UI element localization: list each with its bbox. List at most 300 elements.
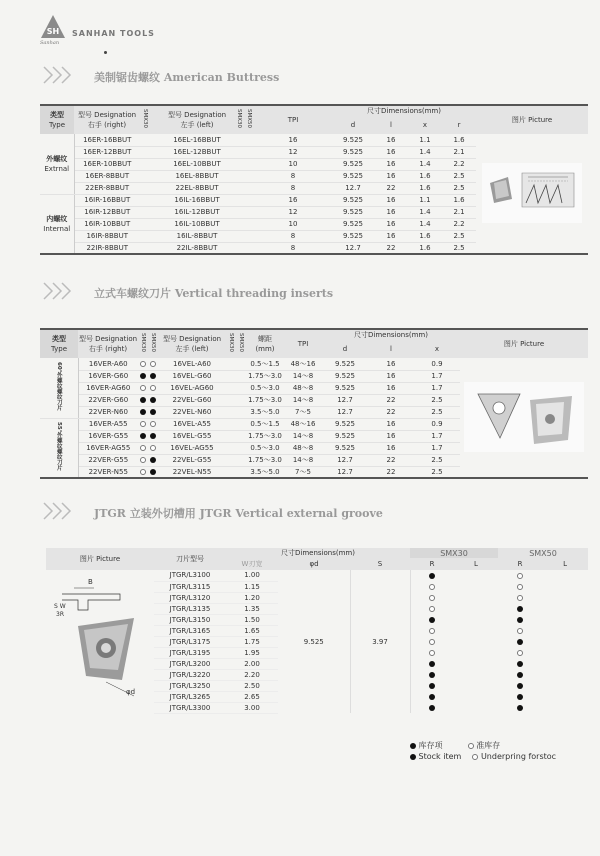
stock-cell-smx30-r	[410, 669, 454, 680]
stock-cell-smx30-r	[410, 603, 454, 614]
tpi: 12	[254, 206, 332, 218]
stock-cell-smx50-l	[542, 669, 588, 680]
model-left: 16EL-10BBUT	[160, 158, 234, 170]
dim-l: 16	[374, 146, 408, 158]
stock-cell-smx50-l	[542, 581, 588, 592]
pitch: 1.75～3.0	[246, 370, 284, 382]
dim-x: 1.6	[408, 182, 442, 194]
stock-dot-icon	[517, 661, 523, 667]
underpring-dot-icon	[517, 595, 523, 601]
dim-d: 9.525	[332, 158, 374, 170]
tpi: 7～5	[284, 466, 322, 478]
model-left: 16IL-8BBUT	[160, 230, 234, 242]
model-right: 16ER-10BBUT	[74, 158, 140, 170]
stock-cell	[148, 454, 158, 466]
table-row	[40, 134, 588, 146]
model-left: 16EL-8BBUT	[160, 170, 234, 182]
underpring-dot-icon	[429, 606, 435, 612]
stock-cell-smx30-l	[454, 636, 498, 647]
model-left: 22VEL-G60	[158, 394, 226, 406]
header-left: 型号 Designation 左手 (left)	[158, 329, 226, 358]
header-smx50: SMX50	[498, 548, 588, 558]
dim-x: 0.9	[414, 358, 460, 370]
table-row	[40, 358, 588, 370]
stock-cell-smx50-l	[542, 614, 588, 625]
model-right: 16IR-16BBUT	[74, 194, 140, 206]
stock-cell-smx30-l	[454, 680, 498, 691]
stock-cell-smx30-l	[454, 691, 498, 702]
stock-cell-smx30-l	[454, 570, 498, 581]
pitch: 3.5～5.0	[246, 466, 284, 478]
underpring-dot-icon	[517, 584, 523, 590]
tpi: 8	[254, 182, 332, 194]
dim-d: 9.525	[332, 218, 374, 230]
underpring-dot-icon	[517, 628, 523, 634]
stock-cell-smx30-l	[454, 702, 498, 713]
dim-l: 22	[368, 394, 414, 406]
stock-cell	[148, 418, 158, 430]
stock-cell-smx30-l	[454, 581, 498, 592]
stock-cell-smx50-l	[542, 570, 588, 581]
underpring-dot-icon	[429, 650, 435, 656]
blade-model: JTGR/L3120	[154, 592, 226, 603]
stock-cell-smx50-r	[498, 669, 542, 680]
stock-cell-smx50-l	[542, 592, 588, 603]
pitch: 0.5～1.5	[246, 418, 284, 430]
dim-r: 2.5	[442, 182, 476, 194]
model-right: 16IR-12BBUT	[74, 206, 140, 218]
dim-x: 2.5	[414, 466, 460, 478]
underpring-dot-icon	[429, 595, 435, 601]
stock-dot-icon	[410, 743, 416, 749]
tpi: 16	[254, 134, 332, 146]
header-grade-left-2: SMX50	[236, 329, 246, 358]
stock-cell-smx30-r	[410, 581, 454, 592]
header-right: 型号 Designation 右手 (right)	[74, 105, 140, 134]
underpring-dot-icon	[429, 584, 435, 590]
stock-cell-smx50-r	[498, 592, 542, 603]
underpring-dot-icon	[150, 385, 156, 391]
dim-l: 16	[374, 194, 408, 206]
stock-dot-icon	[150, 409, 156, 415]
stock-cell-smx30-l	[454, 603, 498, 614]
stock-cell-smx30-r	[410, 636, 454, 647]
stock-cell-smx50-r	[498, 625, 542, 636]
pitch: 0.5～1.5	[246, 358, 284, 370]
stock-cell	[138, 394, 148, 406]
dim-x: 1.7	[414, 442, 460, 454]
legend-stock-en: Stock item	[418, 752, 462, 761]
width-w: 1.20	[226, 592, 278, 603]
stock-cell	[138, 406, 148, 418]
stock-cell	[138, 358, 148, 370]
blade-model: JTGR/L3195	[154, 647, 226, 658]
blade-model: JTGR/L3220	[154, 669, 226, 680]
header-dims: 尺寸Dimensions(mm)	[332, 105, 476, 116]
dim-l: 16	[374, 134, 408, 146]
model-right: 22IR-8BBUT	[74, 242, 140, 254]
model-left: 16VEL-G60	[158, 370, 226, 382]
dim-d: 9.525	[332, 206, 374, 218]
dim-x: 0.9	[414, 418, 460, 430]
header-type: 类型 Type	[40, 105, 74, 134]
model-left: 16EL-16BBUT	[160, 134, 234, 146]
stock-dot-icon	[429, 672, 435, 678]
tpi: 14～8	[284, 394, 322, 406]
underpring-dot-icon	[140, 469, 146, 475]
model-left: 22VEL-G55	[158, 454, 226, 466]
model-right: 16VER-G55	[78, 430, 138, 442]
underpring-dot-icon	[150, 421, 156, 427]
model-left: 16VEL-AG60	[158, 382, 226, 394]
stock-dot-icon	[150, 373, 156, 379]
model-left: 16VEL-A55	[158, 418, 226, 430]
dim-s: S	[350, 558, 410, 570]
table-row	[46, 570, 588, 581]
header-grade-right-2: SMX50	[148, 329, 158, 358]
stock-dot-icon	[150, 397, 156, 403]
tpi: 8	[254, 230, 332, 242]
width-w: 2.65	[226, 691, 278, 702]
dim-s-value: 3.97	[350, 570, 410, 713]
dim-d: 12.7	[322, 454, 368, 466]
dim-x: 1.6	[408, 242, 442, 254]
model-right: 16IR-10BBUT	[74, 218, 140, 230]
header-picture: 图片 Picture	[46, 548, 154, 570]
tpi: 48～8	[284, 382, 322, 394]
legend-stock-cn: 库存项	[418, 741, 443, 750]
model-left: 16IL-12BBUT	[160, 206, 234, 218]
underpring-dot-icon	[140, 421, 146, 427]
dim-x: 1.4	[408, 158, 442, 170]
legend-row-en	[410, 752, 556, 761]
header-type: 类型 Type	[40, 329, 78, 358]
stock-dot-icon	[517, 705, 523, 711]
blade-model: JTGR/L3100	[154, 570, 226, 581]
legend-row-cn	[410, 740, 500, 751]
dim-l: 22	[368, 406, 414, 418]
hand-r-50: R	[498, 558, 542, 570]
tpi: 10	[254, 158, 332, 170]
stock-cell-smx30-r	[410, 592, 454, 603]
model-left: 22IL-8BBUT	[160, 242, 234, 254]
model-left: 16IL-10BBUT	[160, 218, 234, 230]
pitch: 0.5～3.0	[246, 382, 284, 394]
underpring-dot-icon	[140, 361, 146, 367]
dim-d: 9.525	[332, 194, 374, 206]
dim-d: 9.525	[322, 358, 368, 370]
dim-l: 16	[368, 358, 414, 370]
underpring-dot-icon	[472, 754, 478, 760]
stock-cell-smx30-r	[410, 680, 454, 691]
stock-cell-smx30-r	[410, 702, 454, 713]
blade-model: JTGR/L3135	[154, 603, 226, 614]
logo-icon	[40, 14, 66, 40]
model-left: 16VEL-AG55	[158, 442, 226, 454]
stock-cell-smx50-r	[498, 691, 542, 702]
tpi: 16	[254, 194, 332, 206]
stock-dot-icon	[410, 754, 416, 760]
stock-dot-icon	[150, 469, 156, 475]
stock-cell-smx30-l	[454, 625, 498, 636]
model-right: 16ER-12BBUT	[74, 146, 140, 158]
dim-l: 16	[368, 382, 414, 394]
stock-dot-icon	[517, 694, 523, 700]
dim-l: 22	[374, 182, 408, 194]
stock-cell	[148, 466, 158, 478]
stock-cell-smx30-l	[454, 647, 498, 658]
dim-r: 2.2	[442, 218, 476, 230]
stock-cell	[148, 358, 158, 370]
underpring-dot-icon	[517, 650, 523, 656]
decorative-dot	[104, 51, 107, 54]
dim-d: 12.7	[332, 182, 374, 194]
pitch: 1.75～3.0	[246, 430, 284, 442]
dim-d: 12.7	[322, 394, 368, 406]
width-w: 1.15	[226, 581, 278, 592]
chevron-right-icon	[40, 64, 74, 90]
stock-dot-icon	[140, 433, 146, 439]
model-right: 22VER-N55	[78, 466, 138, 478]
section3-heading	[40, 500, 74, 526]
pitch: 3.5～5.0	[246, 406, 284, 418]
dim-l: l	[374, 116, 408, 134]
stock-cell-smx30-r	[410, 691, 454, 702]
stock-cell-smx30-l	[454, 669, 498, 680]
model-right: 22VER-N60	[78, 406, 138, 418]
header-dims: 尺寸Dimensions(mm)	[322, 329, 460, 340]
dim-d: 12.7	[322, 466, 368, 478]
dim-l: 22	[368, 454, 414, 466]
header-grade-left-1: SMX30	[226, 329, 236, 358]
header-grade-left-1: SMX30	[234, 105, 244, 134]
stock-cell	[148, 370, 158, 382]
header-grade-right-1: SMX30	[138, 329, 148, 358]
dim-l: 16	[374, 206, 408, 218]
model-left: 22EL-8BBUT	[160, 182, 234, 194]
stock-dot-icon	[429, 617, 435, 623]
header-blade: 刀片型号	[154, 548, 226, 570]
dim-x: x	[408, 116, 442, 134]
dim-d-value: 9.525	[278, 570, 350, 713]
dim-d: 9.525	[322, 370, 368, 382]
stock-dot-icon	[517, 606, 523, 612]
blade-model: JTGR/L3250	[154, 680, 226, 691]
header-grade-left-2: SMX50	[244, 105, 254, 134]
stock-cell	[148, 406, 158, 418]
stock-dot-icon	[429, 694, 435, 700]
dim-l: 16	[368, 418, 414, 430]
stock-dot-icon	[429, 683, 435, 689]
width-w: 1.00	[226, 570, 278, 581]
stock-cell	[138, 382, 148, 394]
stock-cell-smx50-l	[542, 680, 588, 691]
blade-model: JTGR/L3165	[154, 625, 226, 636]
stock-dot-icon	[150, 433, 156, 439]
model-right: 16VER-G60	[78, 370, 138, 382]
blade-model: JTGR/L3175	[154, 636, 226, 647]
dim-d: 9.525	[322, 430, 368, 442]
dim-r: 2.1	[442, 206, 476, 218]
stock-cell-smx50-l	[542, 636, 588, 647]
svg-text:S W: S W	[54, 603, 66, 610]
stock-cell-smx50-l	[542, 625, 588, 636]
dim-x: x	[414, 340, 460, 358]
dim-l: 16	[374, 230, 408, 242]
vertical-threading-table	[40, 328, 588, 479]
stock-cell-smx30-l	[454, 658, 498, 669]
blade-model: JTGR/L3300	[154, 702, 226, 713]
blade-model: JTGR/L3115	[154, 581, 226, 592]
groove-picture	[46, 570, 154, 713]
model-left: 16EL-12BBUT	[160, 146, 234, 158]
jtgr-groove-table	[46, 548, 588, 714]
section1-title: 美制锯齿螺纹 American Buttress	[94, 71, 280, 84]
dim-d: 9.525	[322, 382, 368, 394]
header-right: 型号 Designation 右手 (right)	[78, 329, 138, 358]
tpi: 7～5	[284, 406, 322, 418]
dim-x: 2.5	[414, 406, 460, 418]
tpi: 10	[254, 218, 332, 230]
stock-dot-icon	[517, 672, 523, 678]
svg-text:SH: SH	[46, 27, 60, 36]
dim-r: r	[442, 116, 476, 134]
vertical-insert-picture	[460, 358, 588, 478]
section1-heading	[40, 64, 74, 90]
blade-model: JTGR/L3200	[154, 658, 226, 669]
stock-dot-icon	[517, 683, 523, 689]
dim-l: 16	[374, 170, 408, 182]
model-right: 16VER-A55	[78, 418, 138, 430]
stock-cell	[148, 442, 158, 454]
stock-dot-icon	[140, 397, 146, 403]
header-grade-right: SMX30	[140, 105, 150, 134]
dim-r: 2.2	[442, 158, 476, 170]
stock-cell-smx30-r	[410, 625, 454, 636]
model-right: 22VER-G55	[78, 454, 138, 466]
model-right: 22VER-G60	[78, 394, 138, 406]
header-pitch: 螺距 (mm)	[246, 329, 284, 358]
pitch: 1.75～3.0	[246, 454, 284, 466]
stock-cell	[138, 454, 148, 466]
model-right: 16ER-8BBUT	[74, 170, 140, 182]
dim-d: 9.525	[332, 134, 374, 146]
dim-l: 16	[368, 370, 414, 382]
header-picture: 图片 Picture	[476, 105, 588, 134]
dim-l: 16	[374, 218, 408, 230]
stock-dot-icon	[517, 617, 523, 623]
tpi: 8	[254, 242, 332, 254]
hand-l-30: L	[454, 558, 498, 570]
stock-cell-smx50-l	[542, 658, 588, 669]
header-smx30: SMX30	[410, 548, 498, 558]
stock-cell-smx30-r	[410, 614, 454, 625]
model-left: 22VEL-N55	[158, 466, 226, 478]
dim-l: 16	[374, 158, 408, 170]
stock-cell	[138, 442, 148, 454]
dim-l: l	[368, 340, 414, 358]
stock-cell-smx30-l	[454, 592, 498, 603]
stock-cell-smx30-l	[454, 614, 498, 625]
dim-d: 12.7	[332, 242, 374, 254]
dim-x: 1.1	[408, 194, 442, 206]
tpi: 48～16	[284, 418, 322, 430]
stock-cell-smx50-r	[498, 636, 542, 647]
stock-dot-icon	[429, 661, 435, 667]
stock-dot-icon	[429, 705, 435, 711]
tpi: 48～8	[284, 442, 322, 454]
tpi: 48～16	[284, 358, 322, 370]
underpring-dot-icon	[140, 445, 146, 451]
section2-title: 立式车螺纹刀片 Vertical threading inserts	[94, 287, 334, 300]
model-left: 16VEL-G55	[158, 430, 226, 442]
stock-cell-smx30-r	[410, 658, 454, 669]
header-left: 型号 Designation 左手 (left)	[160, 105, 234, 134]
underpring-dot-icon	[429, 628, 435, 634]
dim-x: 1.4	[408, 218, 442, 230]
dim-r: 1.6	[442, 134, 476, 146]
stock-cell-smx50-r	[498, 647, 542, 658]
tpi: 14～8	[284, 430, 322, 442]
stock-cell	[148, 430, 158, 442]
stock-cell-smx50-l	[542, 647, 588, 658]
model-right: 16ER-16BBUT	[74, 134, 140, 146]
model-right: 16VER-AG60	[78, 382, 138, 394]
underpring-dot-icon	[140, 385, 146, 391]
header-picture: 图片 Picture	[460, 329, 588, 358]
legend-under-cn: 准库存	[476, 741, 501, 750]
stock-cell	[138, 466, 148, 478]
stock-cell-smx50-r	[498, 570, 542, 581]
stock-cell	[148, 394, 158, 406]
stock-dot-icon	[140, 409, 146, 415]
dim-x: 2.5	[414, 394, 460, 406]
width-w: 1.65	[226, 625, 278, 636]
stock-cell-smx50-r	[498, 680, 542, 691]
dim-d: d	[322, 340, 368, 358]
width-w: 1.35	[226, 603, 278, 614]
dim-d: 9.525	[332, 146, 374, 158]
dim-x: 1.7	[414, 430, 460, 442]
stock-dot-icon	[429, 573, 435, 579]
section2-heading	[40, 280, 74, 306]
underpring-dot-icon	[150, 361, 156, 367]
underpring-dot-icon	[150, 445, 156, 451]
stock-dot-icon	[140, 373, 146, 379]
tpi: 12	[254, 146, 332, 158]
dim-d: 9.525	[332, 170, 374, 182]
legend-under-en: Underpring forstoc	[480, 752, 557, 761]
group-label: 内螺纹 Internal	[40, 194, 74, 254]
model-left: 16IL-16BBUT	[160, 194, 234, 206]
model-right: 16IR-8BBUT	[74, 230, 140, 242]
dim-x: 1.7	[414, 370, 460, 382]
width-w: 1.50	[226, 614, 278, 625]
header-tpi: TPI	[284, 329, 322, 358]
pitch: 0.5～3.0	[246, 442, 284, 454]
blade-model: JTGR/L3265	[154, 691, 226, 702]
hand-l-50: L	[542, 558, 588, 570]
stock-cell	[138, 370, 148, 382]
stock-cell-smx50-r	[498, 702, 542, 713]
stock-cell	[138, 418, 148, 430]
blade-model: JTGR/L3150	[154, 614, 226, 625]
header-dims: 尺寸Dimensions(mm)	[226, 548, 410, 558]
dim-l: 22	[374, 242, 408, 254]
dim-r: 2.5	[442, 230, 476, 242]
dim-l: 16	[368, 442, 414, 454]
chevron-right-icon	[40, 500, 74, 526]
